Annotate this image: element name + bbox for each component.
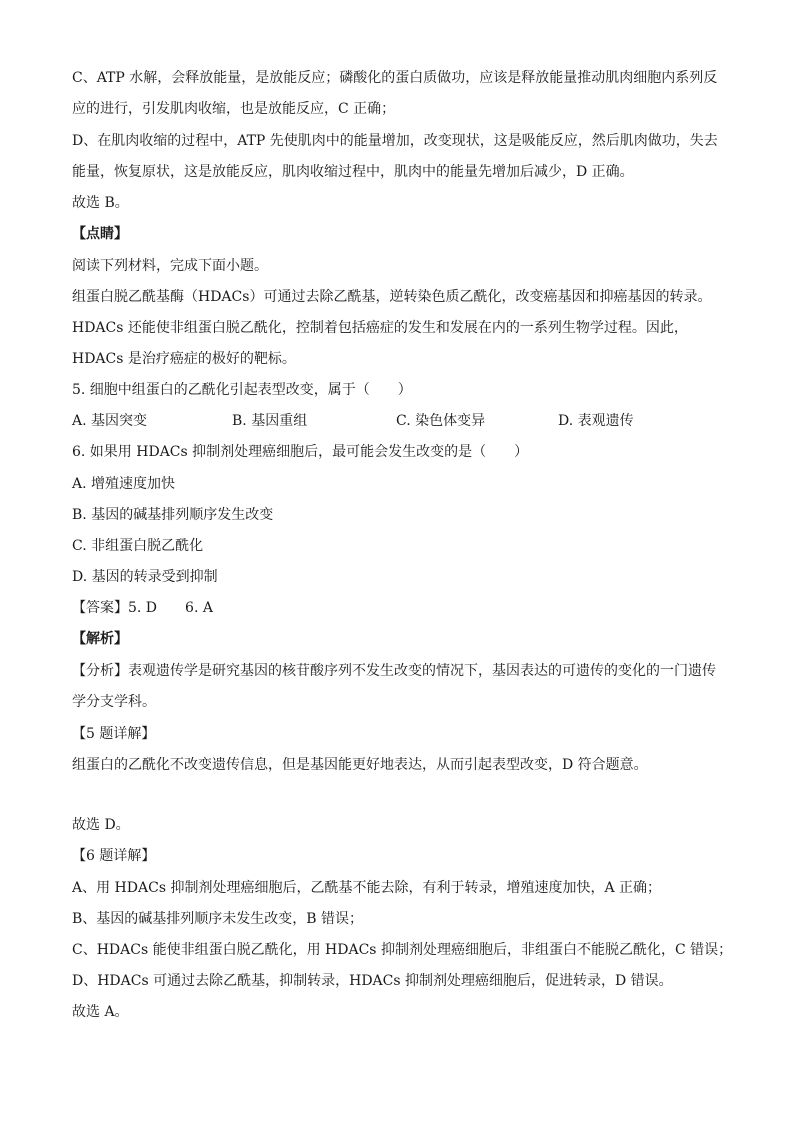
q6-option-d: D. 基因的转录受到抑制 (72, 569, 218, 585)
q5-option-d: D. 表观遗传 (558, 413, 634, 429)
section-heading-q6-detail: 【6 题详解】 (72, 848, 156, 864)
text-line: 阅读下列材料，完成下面小题。 (72, 258, 268, 274)
text-line: 组蛋白的乙酰化不改变遗传信息，但是基因能更好地表达，从而引起表型改变，D 符合题意。 (72, 757, 648, 773)
q5-option-b: B. 基因重组 (232, 413, 308, 429)
text-line: C、HDACs 能使非组蛋白脱乙酰化，用 HDACs 抑制剂处理癌细胞后，非组蛋白不能脱乙酰化，C 错误； (72, 942, 733, 958)
section-heading-q5-detail: 【5 题详解】 (72, 726, 156, 742)
text-line: C、ATP 水解，会释放能量，是放能反应；磷酸化的蛋白质做功，应该是释放能量推动肌肉细胞内系列反 (72, 70, 718, 86)
text-line: D、在肌肉收缩的过程中，ATP 先使肌肉中的能量增加，改变现状，这是吸能反应，然后肌肉做功，失去 (72, 133, 718, 149)
question-5-stem: 5. 细胞中组蛋白的乙酰化引起表型改变，属于（ ） (72, 382, 412, 398)
section-heading-dianjing: 【点睛】 (72, 226, 128, 242)
text-line: 故选 A。 (72, 1004, 129, 1020)
text-line: 能量，恢复原状，这是放能反应，肌肉收缩过程中，肌肉中的能量先增加后减少，D 正确。 (72, 164, 634, 180)
q5-option-c: C. 染色体变异 (396, 413, 486, 429)
q6-option-b: B. 基因的碱基排列顺序发生改变 (72, 507, 274, 523)
section-heading-jiexi: 【解析】 (72, 631, 128, 647)
text-line: B、基因的碱基排列顺序未发生改变，B 错误； (72, 911, 364, 927)
q5-option-a: A. 基因突变 (72, 413, 148, 429)
text-line: 故选 B。 (72, 195, 129, 211)
text-line: D、HDACs 可通过去除乙酰基，抑制转录，HDACs 抑制剂处理癌细胞后，促进转录，D 错误。 (72, 973, 673, 989)
analysis-line: 【分析】表观遗传学是研究基因的核苷酸序列不发生改变的情况下，基因表达的可遗传的变化的一门遗传 (72, 663, 716, 679)
text-line: HDACs 是治疗癌症的极好的靶标。 (72, 351, 296, 367)
text-line: A、用 HDACs 抑制剂处理癌细胞后，乙酰基不能去除，有利于转录，增殖速度加快，A 正确； (72, 880, 662, 896)
q6-option-c: C. 非组蛋白脱乙酰化 (72, 538, 204, 554)
text-line: 组蛋白脱乙酰基酶（HDACs）可通过去除乙酰基，逆转染色质乙酰化，改变癌基因和抑癌基因的转录。 (72, 289, 712, 305)
text-line: HDACs 还能使非组蛋白脱乙酰化，控制着包括癌症的发生和发展在内的一系列生物学过程。因此， (72, 320, 688, 336)
question-6-stem: 6. 如果用 HDACs 抑制剂处理癌细胞后，最可能会发生改变的是（ ） (72, 444, 529, 460)
q6-option-a: A. 增殖速度加快 (72, 476, 176, 492)
text-line: 应的进行，引发肌肉收缩，也是放能反应，C 正确； (72, 101, 396, 117)
text-line: 故选 D。 (72, 817, 130, 833)
analysis-line: 学分支学科。 (72, 694, 156, 710)
answer-line: 【答案】5. D 6. A (72, 600, 213, 616)
